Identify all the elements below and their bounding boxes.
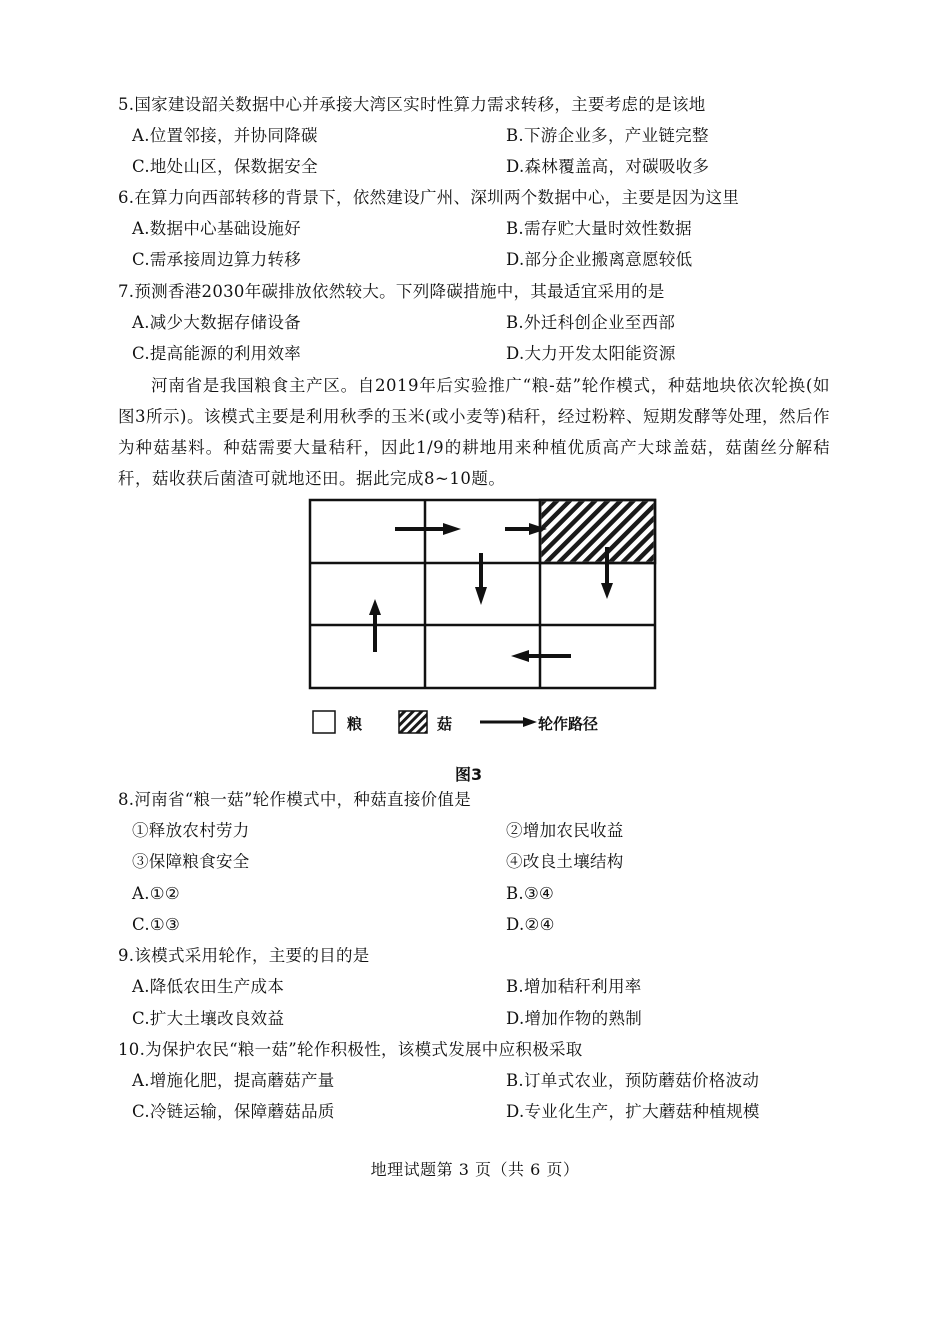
q9-stem: 9.该模式采用轮作，主要的目的是: [118, 946, 370, 965]
q8-option-b: B.③④: [506, 884, 555, 903]
q10-option-b: B.订单式农业，预防蘑菇价格波动: [506, 1071, 760, 1090]
q8-option-c: C.①③: [132, 915, 181, 934]
q8-item-3: ③保障粮食安全: [132, 852, 250, 871]
q6-option-a: A.数据中心基础设施好: [132, 219, 301, 238]
page-footer: 地理试题第 3 页（共 6 页）: [370, 1160, 580, 1179]
rotation-diagram: [305, 495, 665, 745]
legend-path-label: 轮作路径: [538, 715, 599, 733]
q6-option-d: D.部分企业搬离意愿较低: [506, 250, 693, 269]
q6-option-c: C.需承接周边算力转移: [132, 250, 302, 269]
q9-option-c: C.扩大土壤改良效益: [132, 1009, 285, 1028]
q7-option-a: A.减少大数据存储设备: [132, 313, 301, 332]
q5-option-c: C.地处山区，保数据安全: [132, 157, 318, 176]
q7-option-d: D.大力开发太阳能资源: [506, 344, 676, 363]
mushroom-plot: [542, 502, 654, 562]
q8-stem: 8.河南省“粮一菇”轮作模式中，种菇直接价值是: [118, 790, 472, 809]
q7-option-b: B.外迁科创企业至西部: [506, 313, 676, 332]
q10-option-d: D.专业化生产，扩大蘑菇种植规模: [506, 1102, 760, 1121]
q5-option-d: D.森林覆盖高，对碳吸收多: [506, 157, 710, 176]
q7-stem: 7.预测香港2030年碳排放依然较大。下列降碳措施中，其最适宜采用的是: [118, 282, 665, 301]
q5-stem: 5.国家建设韶关数据中心并承接大湾区实时性算力需求转移，主要考虑的是该地: [118, 95, 706, 114]
legend-grain-label: 粮: [347, 715, 363, 733]
q8-item-1: ①释放农村劳力: [132, 821, 250, 840]
q7-option-c: C.提高能源的利用效率: [132, 344, 302, 363]
q5-option-a: A.位置邻接，并协同降碳: [132, 126, 318, 145]
figure-caption: 图3: [455, 765, 483, 784]
q8-option-d: D.②④: [506, 915, 555, 934]
q5-option-b: B.下游企业多，产业链完整: [506, 126, 709, 145]
legend-grain-swatch: [313, 711, 335, 733]
q8-item-2: ②增加农民收益: [506, 821, 624, 840]
q9-option-a: A.降低农田生产成本: [132, 977, 285, 996]
legend-path-arrow: [480, 717, 537, 727]
q9-option-b: B.增加秸秆利用率: [506, 977, 642, 996]
q9-option-d: D.增加作物的熟制: [506, 1009, 643, 1028]
q10-stem: 10.为保护农民“粮一菇”轮作积极性，该模式发展中应积极采取: [118, 1040, 583, 1059]
q8-item-4: ④改良土壤结构: [506, 852, 624, 871]
legend-mushroom-swatch: [399, 711, 427, 733]
legend-mushroom-label: 菇: [437, 715, 453, 733]
q8-option-a: A.①②: [132, 884, 180, 903]
q6-option-b: B.需存贮大量时效性数据: [506, 219, 692, 238]
q6-stem: 6.在算力向西部转移的背景下，依然建设广州、深圳两个数据中心，主要是因为这里: [118, 188, 740, 207]
passage: 河南省是我国粮食主产区。自2019年后实验推广“粮-菇”轮作模式，种菇地块依次轮换(如图3所示)。该模式主要是利用秋季的玉米(或小麦等)秸秆，经过粉粹、短期发酵等处理，然后作为种菇基料。种菇需要大量秸秆，因此1/9的耕地用来种植优质高产大球盖菇，菇菌丝分解秸秆，菇收获后菌渣可就地还田。据此完成8~10题。: [118, 376, 830, 488]
q10-option-a: A.增施化肥，提高蘑菇产量: [132, 1071, 335, 1090]
q10-option-c: C.冷链运输，保障蘑菇品质: [132, 1102, 335, 1121]
